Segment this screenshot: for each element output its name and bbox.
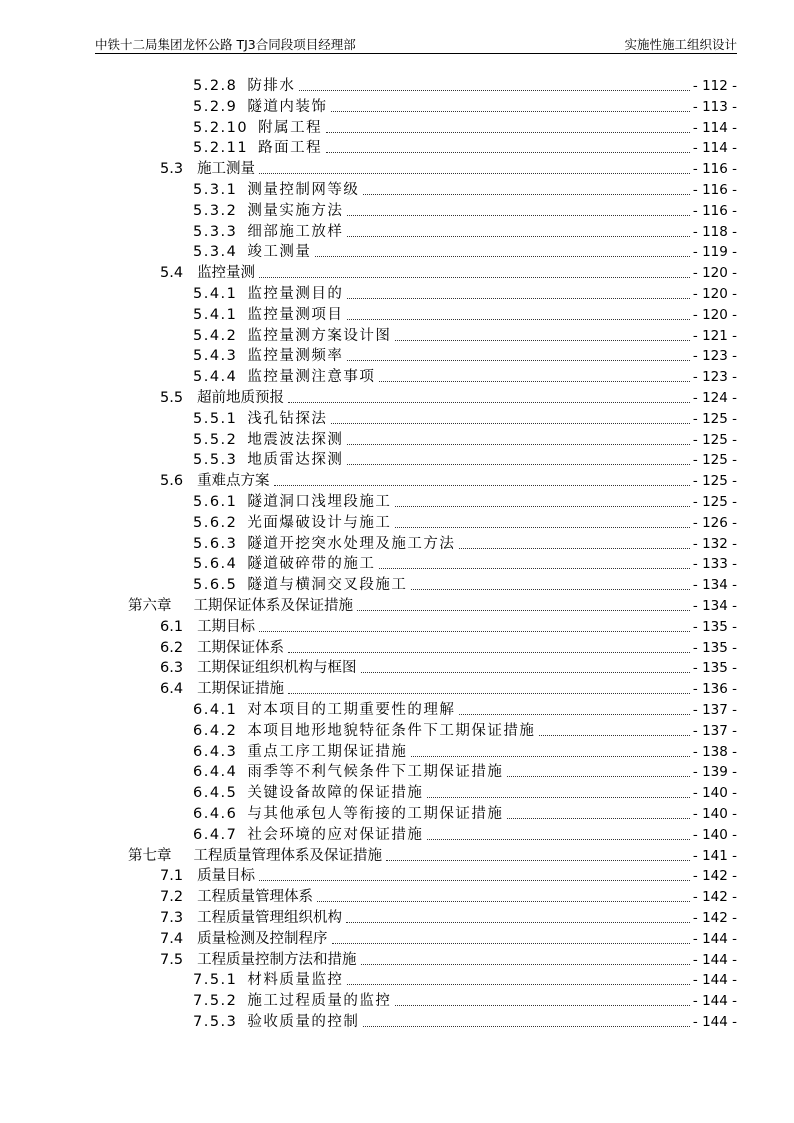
toc-entry-page: - 116 - bbox=[692, 182, 737, 198]
toc-dot-leader bbox=[395, 527, 690, 528]
toc-entry-title: 附属工程 bbox=[258, 119, 323, 136]
toc-entry-number: 5.6.4 bbox=[193, 556, 238, 573]
toc-entry-title: 重难点方案 bbox=[197, 473, 270, 490]
toc-entry-page: - 144 - bbox=[692, 951, 737, 968]
toc-entry-title: 本项目地形地貌特征条件下工期保证措施 bbox=[247, 722, 536, 739]
toc-entry[interactable] bbox=[160, 470, 737, 490]
toc-entry[interactable] bbox=[160, 949, 737, 969]
toc-dot-leader bbox=[347, 319, 690, 320]
toc-entry-title: 监控量测项目 bbox=[247, 306, 344, 323]
toc-dot-leader bbox=[347, 360, 690, 361]
toc-entry[interactable] bbox=[193, 761, 737, 781]
toc-entry-title: 监控量测注意事项 bbox=[247, 369, 376, 386]
toc-entry-page: - 136 - bbox=[692, 681, 737, 698]
toc-entry-number: 6.4.6 bbox=[193, 806, 238, 822]
toc-dot-leader bbox=[259, 277, 690, 278]
toc-entry-page: - 133 - bbox=[692, 556, 737, 573]
toc-entry[interactable] bbox=[193, 720, 737, 740]
toc-entry-page: - 139 - bbox=[692, 764, 737, 781]
toc-entry-page: - 137 - bbox=[692, 722, 737, 739]
toc-entry-title: 质量检测及控制程序 bbox=[197, 930, 328, 947]
toc-entry-number: 5.3 bbox=[160, 161, 184, 178]
toc-entry[interactable] bbox=[128, 595, 737, 615]
toc-entry-page: - 123 - bbox=[692, 369, 737, 386]
toc-entry-number: 7.4 bbox=[160, 930, 184, 947]
toc-entry-page: - 116 - bbox=[692, 202, 737, 219]
toc-entry-page: - 120 - bbox=[692, 286, 737, 302]
toc-dot-leader bbox=[379, 381, 690, 382]
toc-entry[interactable] bbox=[193, 366, 737, 386]
toc-entry-number: 6.1 bbox=[160, 618, 184, 635]
toc-entry-page: - 125 - bbox=[692, 473, 737, 490]
toc-dot-leader bbox=[361, 672, 690, 673]
toc-entry-number: 5.2.11 bbox=[193, 140, 249, 157]
toc-dot-leader bbox=[259, 880, 690, 881]
toc-entry-page: - 144 - bbox=[692, 993, 737, 1010]
toc-entry[interactable] bbox=[193, 512, 737, 532]
toc-entry-title: 重点工序工期保证措施 bbox=[247, 743, 408, 760]
toc-entry-number: 6.4.2 bbox=[193, 722, 238, 739]
toc-entry-number: 5.3.1 bbox=[193, 182, 238, 198]
toc-entry-number: 7.5.3 bbox=[193, 1014, 238, 1030]
toc-dot-leader bbox=[317, 901, 690, 902]
toc-entry-page: - 144 - bbox=[692, 1014, 737, 1030]
toc-entry-title: 监控量测方案设计图 bbox=[247, 327, 392, 344]
toc-entry-page: - 142 - bbox=[692, 889, 737, 906]
toc-entry-page: - 119 - bbox=[692, 244, 737, 261]
toc-entry-title: 隧道与横洞交叉段施工 bbox=[247, 577, 408, 594]
header-document-title: 实施性施工组织设计 bbox=[624, 37, 737, 52]
toc-dot-leader bbox=[507, 776, 690, 777]
toc-entry-number: 第六章 bbox=[128, 598, 172, 614]
toc-entry-title: 防排水 bbox=[247, 78, 296, 94]
toc-entry-number: 5.4.1 bbox=[193, 306, 238, 323]
toc-entry[interactable] bbox=[193, 533, 737, 553]
toc-entry-number: 7.1 bbox=[160, 868, 184, 885]
toc-entry-page: - 114 - bbox=[692, 140, 737, 157]
toc-entry-page: - 125 - bbox=[692, 494, 737, 510]
toc-entry-page: - 142 - bbox=[692, 910, 737, 926]
toc-entry-title: 超前地质预报 bbox=[197, 390, 285, 406]
toc-entry-title: 工程质量管理体系 bbox=[197, 889, 314, 906]
toc-entry-page: - 138 - bbox=[692, 743, 737, 760]
toc-dot-leader bbox=[427, 839, 690, 840]
toc-entry-page: - 124 - bbox=[692, 390, 737, 406]
toc-entry-title: 工期保证体系 bbox=[197, 639, 285, 656]
toc-entry-title: 工期保证体系及保证措施 bbox=[193, 598, 353, 614]
toc-entry-title: 地震波法探测 bbox=[247, 431, 344, 448]
toc-entry-title: 监控量测频率 bbox=[247, 348, 344, 365]
toc-entry[interactable] bbox=[160, 262, 737, 282]
toc-dot-leader bbox=[332, 943, 690, 944]
toc-dot-leader bbox=[259, 631, 690, 632]
toc-entry[interactable] bbox=[160, 158, 737, 178]
toc-entry-title: 地质雷达探测 bbox=[247, 452, 344, 469]
toc-entry-page: - 135 - bbox=[692, 660, 737, 677]
toc-entry-page: - 120 - bbox=[692, 306, 737, 323]
toc-entry-number: 5.2.8 bbox=[193, 78, 238, 94]
toc-entry-page: - 125 - bbox=[692, 410, 737, 427]
toc-dot-leader bbox=[379, 568, 690, 569]
toc-entry[interactable] bbox=[193, 179, 737, 199]
toc-entry-title: 隧道开挖突水处理及施工方法 bbox=[247, 535, 456, 552]
toc-entry-page: - 126 - bbox=[692, 514, 737, 531]
toc-dot-leader bbox=[326, 132, 690, 133]
toc-entry-title: 施工过程质量的监控 bbox=[247, 993, 392, 1010]
toc-entry[interactable] bbox=[160, 637, 737, 657]
toc-entry-title: 监控量测 bbox=[197, 265, 256, 282]
toc-entry-title: 工期目标 bbox=[197, 618, 256, 635]
toc-dot-leader bbox=[363, 1026, 690, 1027]
toc-entry[interactable] bbox=[193, 553, 737, 573]
toc-entry-number: 6.4.5 bbox=[193, 785, 238, 802]
toc-entry[interactable] bbox=[160, 928, 737, 948]
toc-entry[interactable] bbox=[160, 907, 737, 927]
toc-entry[interactable] bbox=[160, 886, 737, 906]
toc-entry-title: 工程质量管理组织机构 bbox=[197, 910, 343, 926]
toc-dot-leader bbox=[299, 90, 690, 91]
toc-entry-title: 对本项目的工期重要性的理解 bbox=[247, 702, 456, 718]
toc-entry-number: 5.3.3 bbox=[193, 223, 238, 240]
toc-entry[interactable] bbox=[193, 283, 737, 303]
toc-entry-page: - 121 - bbox=[692, 327, 737, 344]
toc-entry-page: - 140 - bbox=[692, 826, 737, 843]
toc-dot-leader bbox=[288, 652, 690, 653]
toc-dot-leader bbox=[331, 111, 690, 112]
toc-dot-leader bbox=[395, 506, 690, 507]
toc-entry[interactable] bbox=[193, 137, 737, 157]
toc-entry-title: 工期保证措施 bbox=[197, 681, 285, 698]
toc-entry-number: 5.6.5 bbox=[193, 577, 238, 594]
toc-entry[interactable] bbox=[193, 969, 737, 989]
toc-entry[interactable] bbox=[193, 824, 737, 844]
toc-entry-page: - 114 - bbox=[692, 119, 737, 136]
toc-entry-number: 5.6.1 bbox=[193, 494, 238, 510]
toc-entry-number: 6.2 bbox=[160, 639, 184, 656]
toc-entry[interactable] bbox=[193, 990, 737, 1010]
toc-entry-number: 6.4.7 bbox=[193, 826, 238, 843]
toc-entry-title: 关键设备故障的保证措施 bbox=[247, 785, 424, 802]
toc-dot-leader bbox=[411, 589, 690, 590]
toc-entry-number: 7.3 bbox=[160, 910, 184, 926]
running-header bbox=[95, 31, 737, 54]
toc-entry[interactable] bbox=[193, 200, 737, 220]
toc-entry-number: 5.5 bbox=[160, 390, 184, 406]
toc-dot-leader bbox=[347, 984, 690, 985]
toc-entry-page: - 118 - bbox=[692, 223, 737, 240]
toc-entry-number: 7.5.1 bbox=[193, 972, 238, 989]
toc-entry[interactable] bbox=[160, 865, 737, 885]
toc-entry-page: - 140 - bbox=[692, 785, 737, 802]
toc-entry-title: 细部施工放样 bbox=[247, 223, 344, 240]
toc-dot-leader bbox=[347, 236, 690, 237]
toc-entry[interactable] bbox=[193, 75, 737, 95]
toc-entry-page: - 144 - bbox=[692, 930, 737, 947]
toc-entry-page: - 137 - bbox=[692, 702, 737, 718]
toc-entry-number: 5.4.4 bbox=[193, 369, 238, 386]
toc-entry-number: 6.3 bbox=[160, 660, 184, 677]
toc-entry[interactable] bbox=[193, 429, 737, 449]
toc-entry[interactable] bbox=[128, 845, 737, 865]
toc-entry-number: 5.4.3 bbox=[193, 348, 238, 365]
toc-dot-leader bbox=[361, 964, 690, 965]
toc-dot-leader bbox=[288, 402, 690, 403]
toc-entry[interactable] bbox=[160, 678, 737, 698]
toc-dot-leader bbox=[274, 485, 690, 486]
toc-dot-leader bbox=[395, 1005, 690, 1006]
toc-entry-page: - 141 - bbox=[692, 847, 737, 864]
toc-entry-number: 7.5 bbox=[160, 951, 184, 968]
toc-dot-leader bbox=[539, 735, 690, 736]
toc-entry-title: 隧道破碎带的施工 bbox=[247, 556, 376, 573]
toc-entry-number: 5.3.4 bbox=[193, 244, 238, 261]
toc-entry-number: 5.3.2 bbox=[193, 202, 238, 219]
toc-entry-number: 5.5.2 bbox=[193, 431, 238, 448]
toc-entry-number: 5.4 bbox=[160, 265, 184, 282]
toc-entry[interactable] bbox=[193, 345, 737, 365]
toc-entry-title: 验收质量的控制 bbox=[247, 1014, 360, 1030]
toc-entry-title: 光面爆破设计与施工 bbox=[247, 514, 392, 531]
toc-entry-title: 竣工测量 bbox=[247, 244, 312, 261]
toc-entry-page: - 120 - bbox=[692, 265, 737, 282]
toc-entry-title: 监控量测目的 bbox=[247, 286, 344, 302]
toc-entry[interactable] bbox=[193, 782, 737, 802]
toc-dot-leader bbox=[386, 860, 690, 861]
toc-entry-number: 5.5.1 bbox=[193, 410, 238, 427]
toc-entry-page: - 123 - bbox=[692, 348, 737, 365]
toc-entry[interactable] bbox=[193, 304, 737, 324]
toc-entry[interactable] bbox=[193, 117, 737, 137]
toc-entry-page: - 116 - bbox=[692, 161, 737, 178]
toc-dot-leader bbox=[346, 922, 690, 923]
toc-entry[interactable] bbox=[160, 657, 737, 677]
toc-dot-leader bbox=[315, 256, 690, 257]
toc-entry-page: - 113 - bbox=[692, 98, 737, 115]
toc-entry-number: 7.5.2 bbox=[193, 993, 238, 1010]
toc-entry-number: 6.4 bbox=[160, 681, 184, 698]
toc-dot-leader bbox=[411, 756, 690, 757]
toc-entry-number: 6.4.4 bbox=[193, 764, 238, 781]
toc-dot-leader bbox=[326, 152, 690, 153]
toc-entry[interactable] bbox=[193, 408, 737, 428]
toc-dot-leader bbox=[259, 173, 690, 174]
toc-dot-leader bbox=[288, 693, 690, 694]
toc-entry-page: - 134 - bbox=[692, 577, 737, 594]
toc-entry-title: 雨季等不利气候条件下工期保证措施 bbox=[247, 764, 504, 781]
toc-entry-title: 路面工程 bbox=[258, 140, 323, 157]
toc-dot-leader bbox=[459, 714, 690, 715]
toc-dot-leader bbox=[395, 340, 690, 341]
toc-entry-page: - 140 - bbox=[692, 806, 737, 822]
toc-entry-title: 测量控制网等级 bbox=[247, 182, 360, 198]
toc-dot-leader bbox=[347, 215, 690, 216]
toc-entry[interactable] bbox=[160, 616, 737, 636]
toc-dot-leader bbox=[363, 194, 690, 195]
toc-entry-title: 测量实施方法 bbox=[247, 202, 344, 219]
toc-entry-page: - 112 - bbox=[692, 78, 737, 94]
toc-entry-title: 材料质量监控 bbox=[247, 972, 344, 989]
toc-entry-page: - 125 - bbox=[692, 431, 737, 448]
toc-entry[interactable] bbox=[193, 803, 737, 823]
toc-dot-leader bbox=[357, 610, 690, 611]
toc-entry[interactable] bbox=[193, 241, 737, 261]
toc-dot-leader bbox=[347, 298, 690, 299]
toc-entry-title: 浅孔钻探法 bbox=[247, 410, 328, 427]
toc-entry-title: 隧道洞口浅埋段施工 bbox=[247, 494, 392, 510]
toc-dot-leader bbox=[507, 818, 690, 819]
toc-entry-page: - 144 - bbox=[692, 972, 737, 989]
toc-entry-number: 6.4.1 bbox=[193, 702, 238, 718]
toc-entry[interactable] bbox=[193, 96, 737, 116]
toc-entry-number: 5.2.9 bbox=[193, 98, 238, 115]
toc-entry-title: 工期保证组织机构与框图 bbox=[197, 660, 357, 677]
toc-entry[interactable] bbox=[193, 325, 737, 345]
toc-dot-leader bbox=[347, 464, 690, 465]
header-project-name: 中铁十二局集团龙怀公路 TJ3合同段项目经理部 bbox=[95, 37, 356, 52]
toc-entry-title: 施工测量 bbox=[197, 161, 256, 178]
toc-entry-title: 工程质量管理体系及保证措施 bbox=[193, 847, 382, 864]
toc-dot-leader bbox=[427, 797, 690, 798]
toc-entry-number: 5.4.1 bbox=[193, 286, 238, 302]
toc-entry[interactable] bbox=[193, 741, 737, 761]
toc-entry-number: 5.4.2 bbox=[193, 327, 238, 344]
toc-entry-number: 5.5.3 bbox=[193, 452, 238, 469]
toc-entry[interactable] bbox=[193, 574, 737, 594]
toc-entry[interactable] bbox=[160, 387, 737, 407]
toc-entry-page: - 132 - bbox=[692, 535, 737, 552]
toc-entry[interactable] bbox=[193, 221, 737, 241]
toc-entry-page: - 135 - bbox=[692, 618, 737, 635]
toc-entry-page: - 125 - bbox=[692, 452, 737, 469]
toc-entry-number: 5.6.2 bbox=[193, 514, 238, 531]
toc-entry[interactable] bbox=[193, 491, 737, 511]
toc-entry-title: 工程质量控制方法和措施 bbox=[197, 951, 357, 968]
toc-entry-number: 第七章 bbox=[128, 847, 172, 864]
toc-entry-title: 隧道内装饰 bbox=[247, 98, 328, 115]
toc-entry[interactable] bbox=[193, 1011, 737, 1031]
toc-entry-title: 质量目标 bbox=[197, 868, 256, 885]
toc-entry[interactable] bbox=[193, 449, 737, 469]
toc-entry-page: - 134 - bbox=[692, 598, 737, 614]
toc-entry-number: 7.2 bbox=[160, 889, 184, 906]
toc-entry-number: 5.6.3 bbox=[193, 535, 238, 552]
toc-entry-page: - 142 - bbox=[692, 868, 737, 885]
toc-entry-page: - 135 - bbox=[692, 639, 737, 656]
toc-dot-leader bbox=[459, 548, 690, 549]
toc-entry-title: 社会环境的应对保证措施 bbox=[247, 826, 424, 843]
toc-dot-leader bbox=[347, 444, 690, 445]
toc-entry-number: 5.6 bbox=[160, 473, 184, 490]
toc-entry-number: 5.2.10 bbox=[193, 119, 249, 136]
toc-entry[interactable] bbox=[193, 699, 737, 719]
toc-entry-number: 6.4.3 bbox=[193, 743, 238, 760]
toc-dot-leader bbox=[331, 423, 690, 424]
toc-entry-title: 与其他承包人等衔接的工期保证措施 bbox=[247, 806, 504, 822]
